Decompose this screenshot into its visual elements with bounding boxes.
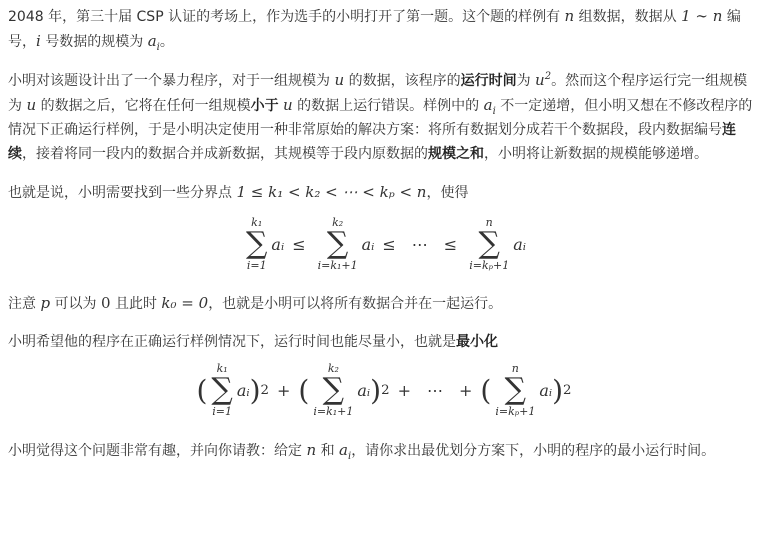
math-range: 1 ∼ n bbox=[681, 7, 723, 25]
ellipsis: ⋯ bbox=[411, 234, 428, 254]
math-ai: $a_i$ bbox=[147, 32, 160, 53]
math-u-squared: $u^2$ bbox=[535, 71, 552, 89]
sum-symbol: k₁ ∑ i=1 bbox=[246, 216, 268, 272]
math-ai: $a_i$ bbox=[483, 96, 496, 117]
sum-symbol: n ∑ i=kₚ+1 bbox=[495, 362, 536, 418]
sum-symbol: k₂ ∑ i=k₁+1 bbox=[317, 216, 358, 272]
equation-nondecreasing bbox=[8, 203, 760, 285]
paragraph-split-points: 也就是说，小明需要找到一些分界点 1 ≤ k₁ < k₂ < ⋯ < kₚ < n，使得 bbox=[8, 183, 469, 201]
paragraph-program: 小明对该题设计出了一个暴力程序，对于一组规模为 u 的数据，该程序的运行时间为 $u^2$。然而这个程序运行完一组规模为 u 的数据之后，它将在任何一组规模小于 u 的数据上运行错误。样例中的 $a_i$ 不一定递增，但小明又想在不修改程序的情况下正确运行样例，于是小明决定使用一种非常原始的解决方案：将所有数据划分成若干个数据段，段内数据编号连续，接着将同一段内的数据合并成新数据，其规模等于段内原数据的规模之和，小明将让新数据的规模能够递增。 bbox=[8, 71, 753, 162]
math-zero: 0 bbox=[100, 294, 111, 312]
sum-term: aᵢ bbox=[271, 234, 285, 254]
math-ai: $a_i$ bbox=[339, 441, 352, 462]
operator: + bbox=[277, 380, 291, 400]
operator: ≤ bbox=[292, 234, 306, 254]
square-exponent: 2 bbox=[563, 382, 572, 398]
paragraph-question: 小明觉得这个问题非常有趣，并向你请教：给定 n 和 $a_i$，请你求出最优划分方案下，小明的程序的最小运行时间。 bbox=[8, 441, 716, 462]
math-u: u bbox=[283, 96, 293, 114]
math-n: n bbox=[564, 7, 575, 25]
sum-term: aᵢ bbox=[236, 380, 250, 400]
text: 号数据的规模为 bbox=[40, 34, 148, 50]
paragraph-minimize: 小明希望他的程序在正确运行样例情况下，运行时间也能尽量小，也就是最小化 bbox=[8, 334, 498, 350]
sum-symbol: k₁ ∑ i=1 bbox=[211, 362, 233, 418]
math-k0: k₀ = 0 bbox=[161, 294, 209, 312]
equation-objective: ( k₁ ∑ i=1 aᵢ ) 2 + ( k₂ ∑ i=k₁+1 aᵢ ) 2 + ⋯ + ( n ∑ i=kₚ+1 aᵢ ) 2 bbox=[196, 362, 572, 418]
math-u: u bbox=[26, 96, 37, 114]
sum-term: aᵢ bbox=[539, 380, 553, 400]
bold-size-sum: 规模之和 bbox=[428, 146, 484, 162]
text: 编号， bbox=[8, 9, 741, 50]
math-split-condition: 1 ≤ k₁ < k₂ < ⋯ < kₚ < n bbox=[236, 183, 427, 201]
math-u: u bbox=[334, 71, 345, 89]
square-exponent: 2 bbox=[381, 382, 390, 398]
operator: + bbox=[458, 380, 473, 400]
sum-term: aᵢ bbox=[361, 234, 375, 254]
sum-symbol: n ∑ i=kₚ+1 bbox=[469, 216, 510, 272]
sum-term: aᵢ bbox=[357, 380, 371, 400]
sum-term: aᵢ bbox=[513, 234, 526, 254]
bold-less-than: 小于 bbox=[250, 98, 279, 114]
math-i: i bbox=[36, 32, 41, 50]
paragraph-note: 注意 p 可以为 0 且此时 k₀ = 0，也就是小明可以将所有数据合并在一起运行。 bbox=[8, 294, 503, 312]
text: 。 bbox=[159, 34, 174, 50]
ellipsis: ⋯ bbox=[426, 380, 443, 400]
sum-symbol: k₂ ∑ i=k₁+1 bbox=[313, 362, 354, 418]
square-exponent: 2 bbox=[260, 382, 270, 398]
paragraph-intro bbox=[8, 4, 760, 54]
bold-minimize: 最小化 bbox=[456, 334, 498, 350]
operator: + bbox=[397, 380, 411, 400]
operator: ≤ bbox=[443, 234, 458, 254]
math-n: n bbox=[306, 441, 317, 459]
bold-runtime: 运行时间 bbox=[460, 73, 517, 89]
math-p: p bbox=[40, 294, 51, 312]
text: 2048 年，第三十届 CSP 认证的考场上，作为选手的小明打开了第一题。这个题的样例有 bbox=[8, 9, 565, 25]
text: 组数据，数据从 bbox=[574, 9, 682, 25]
operator: ≤ bbox=[382, 234, 396, 254]
bold-continuous: 连续 bbox=[8, 122, 736, 162]
